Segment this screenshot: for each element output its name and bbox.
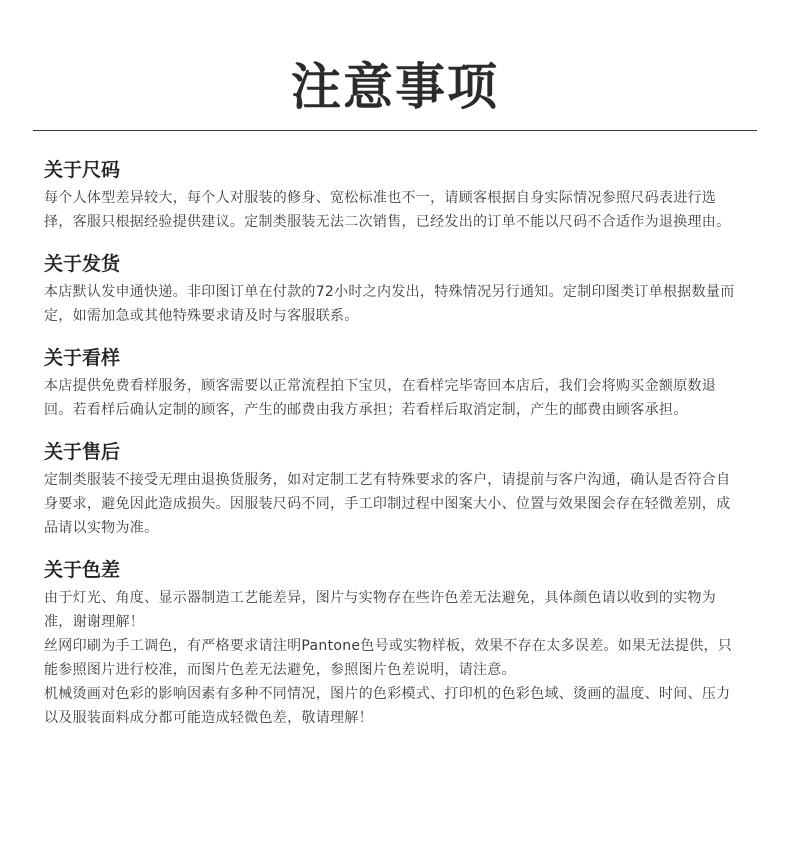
section-heading: 关于发货 — [44, 253, 121, 275]
notice-content — [44, 156, 744, 746]
section-color-difference — [44, 556, 744, 730]
section-paragraph: 由于灯光、角度、显示器制造工艺能差异，图片与实物存在些许色差无法避免，具体颜色请以收到的实物为准，谢谢理解！ — [44, 590, 717, 630]
section-paragraph: 每个人体型差异较大，每个人对服装的修身、宽松标准也不一，请顾客根据自身实际情况参照尺码表进行选择，客服只根据经验提供建议。定制类服装无法二次销售，已经发出的订单不能以尺码不合适作为退换理由。 — [44, 190, 731, 230]
section-size — [44, 156, 744, 234]
section-heading: 关于售后 — [44, 441, 121, 463]
section-sample — [44, 344, 744, 422]
section-heading: 关于色差 — [44, 559, 121, 581]
title-divider — [33, 130, 757, 131]
section-heading: 关于看样 — [44, 347, 121, 369]
section-after-sales — [44, 438, 744, 540]
section-heading: 关于尺码 — [44, 159, 121, 181]
section-paragraph: 定制类服装不接受无理由退换货服务，如对定制工艺有特殊要求的客户，请提前与客户沟通，确认是否符合自身要求，避免因此造成损失。因服装尺码不同，手工印制过程中图案大小、位置与效果图会存在轻微差别，成品请以实物为准。 — [44, 472, 731, 536]
section-shipping — [44, 250, 744, 328]
section-paragraph: 机械烫画对色彩的影响因素有多种不同情况，图片的色彩模式、打印机的色彩色域、烫画的温度、时间、压力以及服装面料成分都可能造成轻微色差，敬请理解！ — [44, 686, 731, 726]
section-paragraph: 本店默认发申通快递。非印图订单在付款的72小时之内发出，特殊情况另行通知。定制印图类订单根据数量而定，如需加急或其他特殊要求请及时与客服联系。 — [44, 284, 735, 324]
section-paragraph: 本店提供免费看样服务，顾客需要以正常流程拍下宝贝，在看样完毕寄回本店后，我们会将购买金额原数退回。若看样后确认定制的顾客，产生的邮费由我方承担；若看样后取消定制，产生的邮费由顾客承担。 — [44, 378, 717, 418]
section-paragraph: 丝网印刷为手工调色，有严格要求请注明Pantone色号或实物样板，效果不存在太多误差。如果无法提供，只能参照图片进行校准，而图片色差无法避免，参照图片色差说明，请注意。 — [44, 638, 733, 678]
page-title: 注意事项 — [291, 57, 499, 116]
